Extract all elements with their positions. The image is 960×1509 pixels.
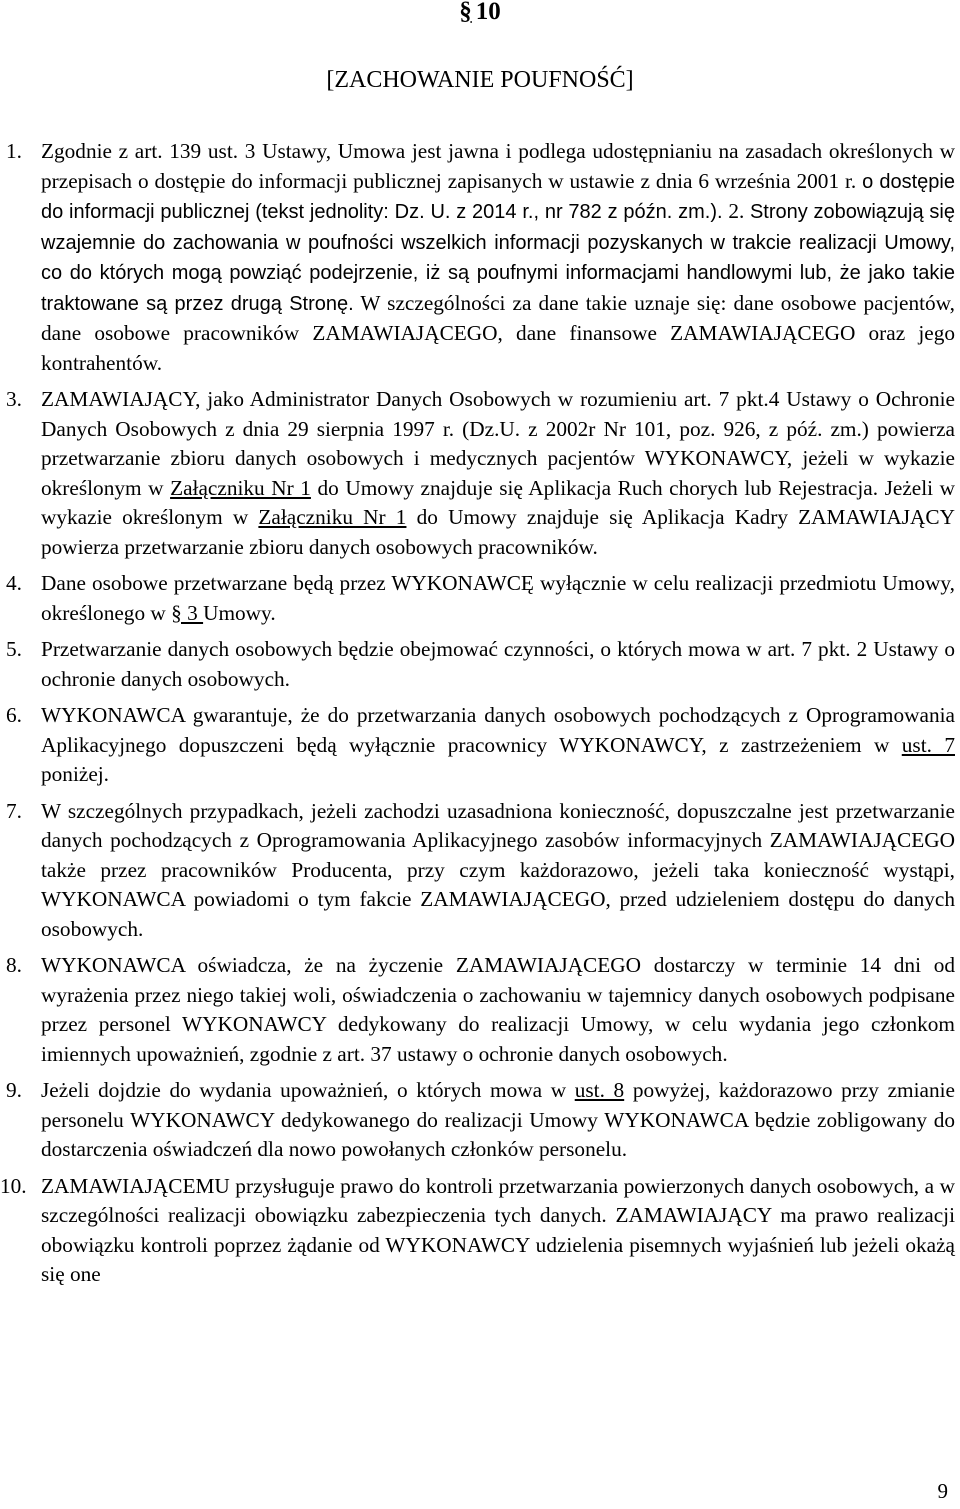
paragraph-text: ZAMAWIAJĄCY, jako Administrator Danych Osobowych w rozumieniu art. 7 pkt.4 Ustawy o Ochronie Danych Osobowych z dnia 29 sierpnia 1997 r. (Dz.U. z 2002r Nr 101, poz. 926, z póź. zm.) powierza przetwarzanie zbioru danych osobowych i medycznych pacjentów WYKONAWCY, jeżeli w wykazie określonym w [41, 387, 955, 500]
paragraph-text: Przetwarzanie danych osobowych będzie obejmować czynności, o których mowa w art. 7 pkt. 2 Ustawy o ochronie danych osobowych. [41, 637, 955, 691]
paragraph-number: 6. [6, 703, 22, 727]
paragraph-text: do Umowy znajduje się Aplikacja Ruch chorych lub Rejestracja. Jeżeli w wykazie określonym w [41, 475, 956, 529]
paragraph-number: 5. [6, 637, 22, 661]
attachment-link[interactable]: Załączniku Nr 1 [258, 505, 407, 529]
paragraph-text: Umowy. [203, 600, 276, 625]
paragraph-number: 8. [6, 953, 22, 977]
attachment-link[interactable]: Załączniku Nr 1 [170, 475, 311, 500]
document-body [0, 137, 955, 1297]
section-reference-link[interactable]: § 3 [171, 600, 204, 625]
paragraph-3 [0, 385, 955, 562]
paragraph-number: 7. [6, 798, 22, 823]
paragraph-number: 2. [728, 199, 745, 223]
section-heading: [ZACHOWANIE POUFNOŚĆ] [326, 67, 634, 93]
paragraph-text: WYKONAWCA gwarantuje, że do przetwarzania danych osobowych pochodzących z Oprogramowania Aplikacyjnego dopuszczeni będą wyłącznie pracownicy WYKONAWCY, z zastrzeżeniem w [41, 703, 955, 757]
page-number: 9 [937, 1479, 948, 1503]
paragraph-number: 1. [6, 139, 22, 163]
paragraph-4 [0, 569, 955, 628]
paragraph-text: Jeżeli dojdzie do wydania upoważnień, o których mowa w [41, 1078, 575, 1102]
paragraph-text-sans: o dostępie do informacji publicznej (tekst jednolity: Dz. U. z 2014 r., nr 782 z późn. zm.). [41, 170, 955, 223]
paragraph-2-inline [41, 199, 955, 375]
paragraph-7 [0, 797, 955, 945]
paragraph-number: 9. [6, 1078, 22, 1102]
paragraph-text: W szczególnych przypadkach, jeżeli zachodzi uzasadniona konieczność, dopuszczalne jest przetwarzanie danych pochodzących z Oprogramowania Aplikacyjnego zasobów informacyjnych ZAMAWIAJĄCEGO także przez pracowników Producenta, przy czym każdorazowo, jeżeli taka konieczność wystąpi, WYKONAWCA powiadomi o tym fakcie ZAMAWIAJĄCEGO, przed udzieleniem dostępu do danych osobowych. [41, 798, 955, 941]
paragraph-1 [0, 137, 955, 378]
paragraph-number: 4. [6, 571, 22, 595]
paragraph-10 [0, 1172, 955, 1290]
paragraph-6 [0, 701, 955, 790]
paragraph-text: poniżej. [41, 762, 110, 786]
section-number-value: 10 [475, 0, 501, 25]
paragraph-8 [0, 951, 955, 1069]
section-sign: § [459, 0, 472, 25]
paragraph-text: ZAMAWIAJĄCEMU przysługuje prawo do kontroli przetwarzania powierzonych danych osobowych, a w szczególności realizacji obowiązku zabezpieczenia tych danych. ZAMAWIAJĄCY ma prawo realizacji obowiązku kontroli poprzez żądanie od WYKONAWCY udzielenia pisemnych wyjaśnień lub jeżeli okażą się one [41, 1173, 955, 1286]
paragraph-9 [0, 1076, 955, 1165]
paragraph-text-sans: Strony zobowiązują się wzajemnie do zachowania w poufności wszelkich informacji pozyskanych w trakcie realizacji Umowy, co do których mogą powziąć podejrzenie, iż są poufnymi informacjami handlowymi lub, że jako takie traktowane są przez drugą Stronę. [41, 201, 955, 315]
paragraph-text: WYKONAWCA oświadcza, że na życzenie ZAMAWIAJĄCEGO dostarczy w terminie 14 dni od wyrażenia przez niego takiej woli, oświadczenia o zachowaniu w tajemnicy danych osobowych podpisane przez personel WYKONAWCY dedykowany do realizacji Umowy, w celu wydania jego członkom imiennych upoważnień, zgodnie z art. 37 ustawy o ochronie danych osobowych. [41, 953, 955, 1066]
paragraph-5 [0, 635, 955, 694]
paragraph-text: Dane osobowe przetwarzane będą przez WYKONAWCĘ wyłącznie w celu realizacji przedmiotu Umowy, określonego w [41, 571, 955, 625]
paragraph-number: 3. [6, 387, 22, 411]
paragraph-text: powyżej, każdorazowo przy zmianie personelu WYKONAWCY dedykowanego do realizacji Umowy WYKONAWCA będzie zobligowany do dostarczenia oświadczeń dla nowo powołanych członków personelu. [41, 1078, 955, 1161]
paragraph-number: 10. [0, 1173, 27, 1198]
paragraph-text: Zgodnie z art. 139 ust. 3 Ustawy, Umowa jest jawna i podlega udostępnianiu na zasadach określonych w przepisach o dostępie do informacji publicznej zapisanych w ustawie z dnia 6 września 2001 r. [41, 139, 955, 193]
section-number [0, 0, 960, 28]
paragraph-text: do Umowy znajduje się Aplikacja Kadry ZAMAWIAJĄCY powierza przetwarzanie zbioru danych osobowych pracowników. [41, 505, 955, 559]
clause-reference-link[interactable]: ust. 8 [574, 1078, 625, 1102]
clause-reference-link[interactable]: ust. 7 [901, 732, 955, 757]
paragraph-text: W szczególności za dane takie uznaje się: dane osobowe pacjentów, dane osobowe pracowników ZAMAWIAJĄCEGO, dane finansowe ZAMAWIAJĄCEGO oraz jego kontrahentów. [41, 290, 955, 375]
